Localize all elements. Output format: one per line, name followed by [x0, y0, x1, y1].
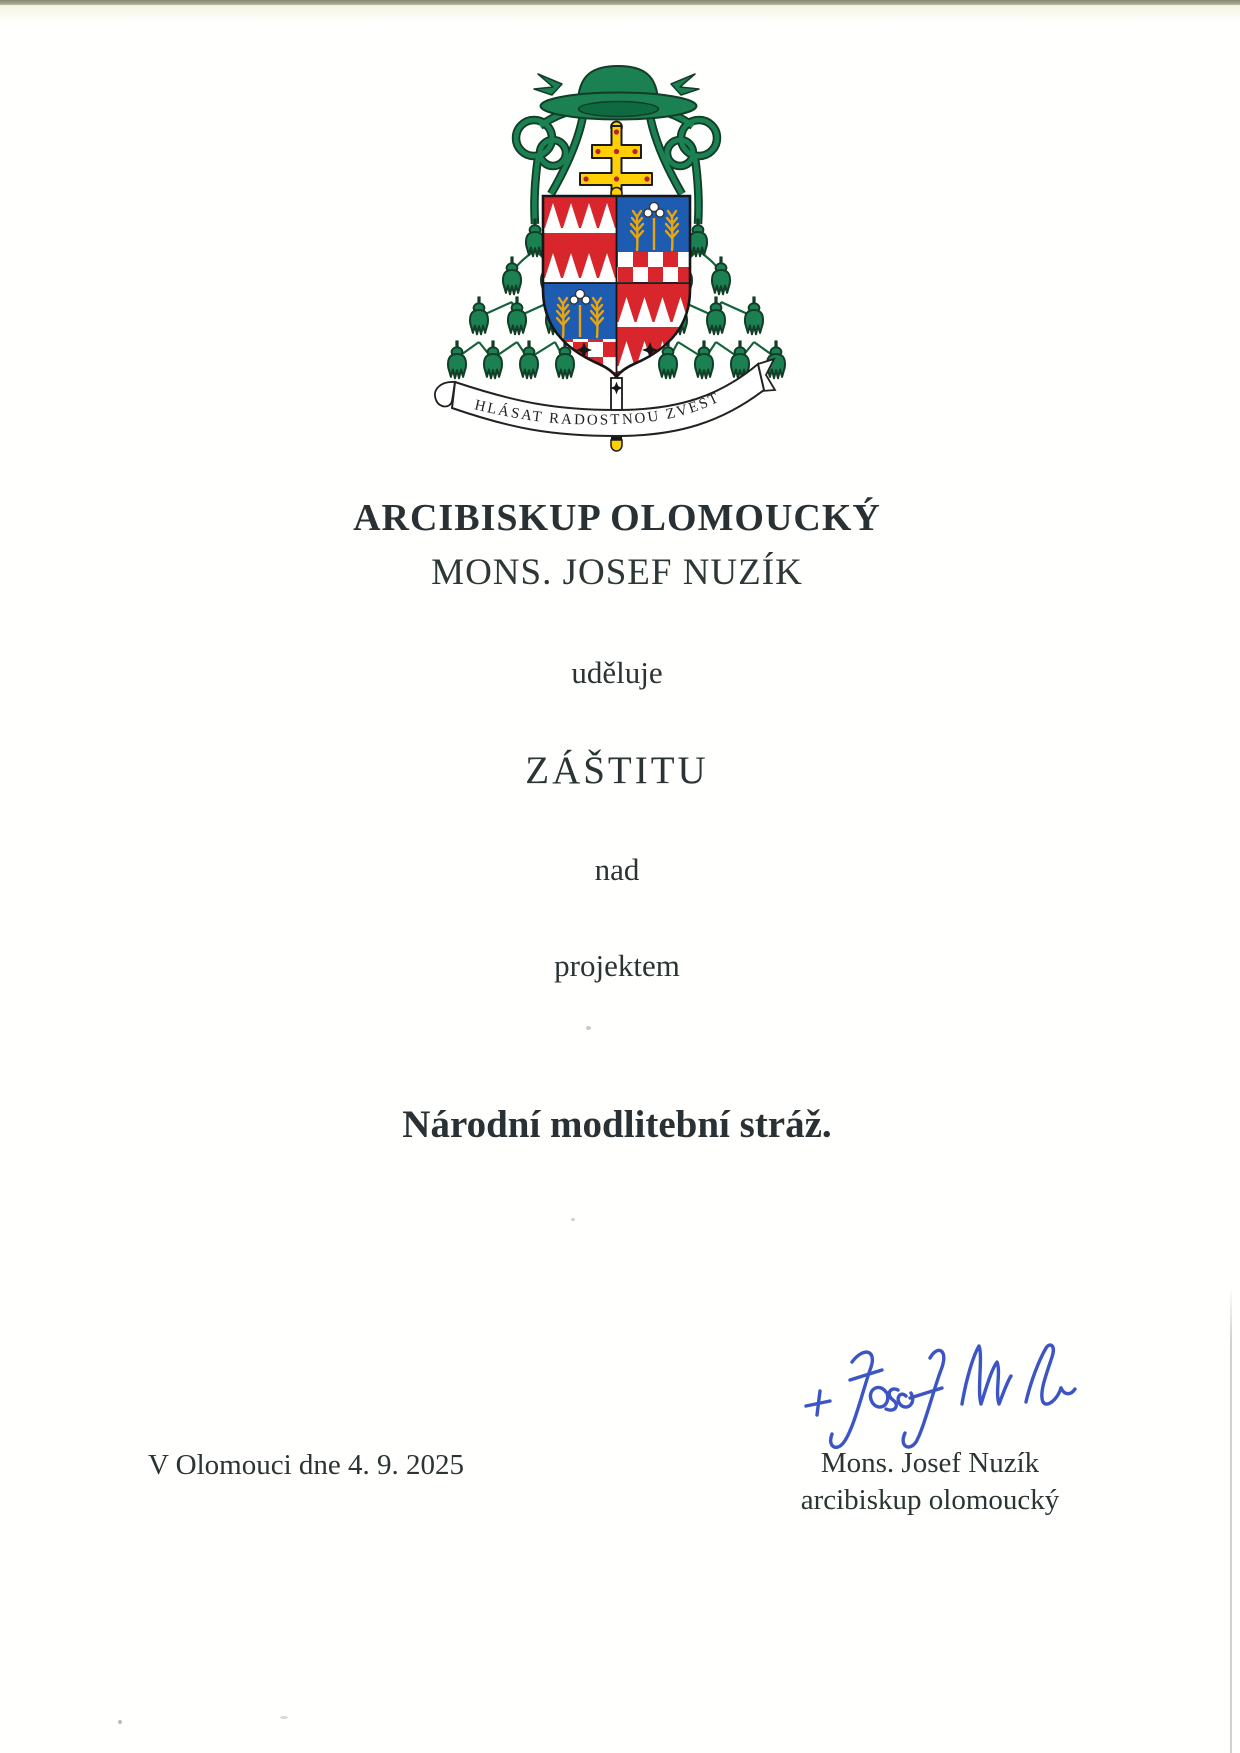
signatory-title: arcibiskup olomoucký: [800, 1484, 1060, 1516]
over-word: nad: [594, 852, 640, 887]
grants-word: uděluje: [571, 655, 663, 690]
scan-speck: [571, 1218, 575, 1221]
signatory-block: [780, 1447, 1080, 1517]
scan-right-edge-line: [1230, 1286, 1232, 1753]
project-title: Národní modlitební stráž.: [402, 1103, 832, 1146]
patronage-word: ZÁŠTITU: [525, 749, 709, 792]
scan-top-fade: [0, 5, 1240, 23]
patriarchal-cross: [580, 122, 652, 199]
motto-text: HLÁSAT RADOSTNOU ZVĚST: [472, 389, 724, 429]
signature: [790, 1318, 1090, 1458]
place-date: V Olomouci dne 4. 9. 2025: [148, 1449, 465, 1481]
title-line-1: ARCIBISKUP OLOMOUCKÝ: [353, 497, 881, 539]
scan-speck: [280, 1716, 288, 1719]
scan-speck: [586, 1026, 591, 1030]
coat-of-arms-emblem: [410, 60, 824, 454]
project-word: projektem: [554, 948, 680, 983]
galero-hat: [534, 66, 699, 120]
signatory-name: Mons. Josef Nuzík: [820, 1447, 1040, 1479]
title-line-2: MONS. JOSEF NUZÍK: [431, 552, 803, 593]
scan-speck: [118, 1720, 122, 1724]
